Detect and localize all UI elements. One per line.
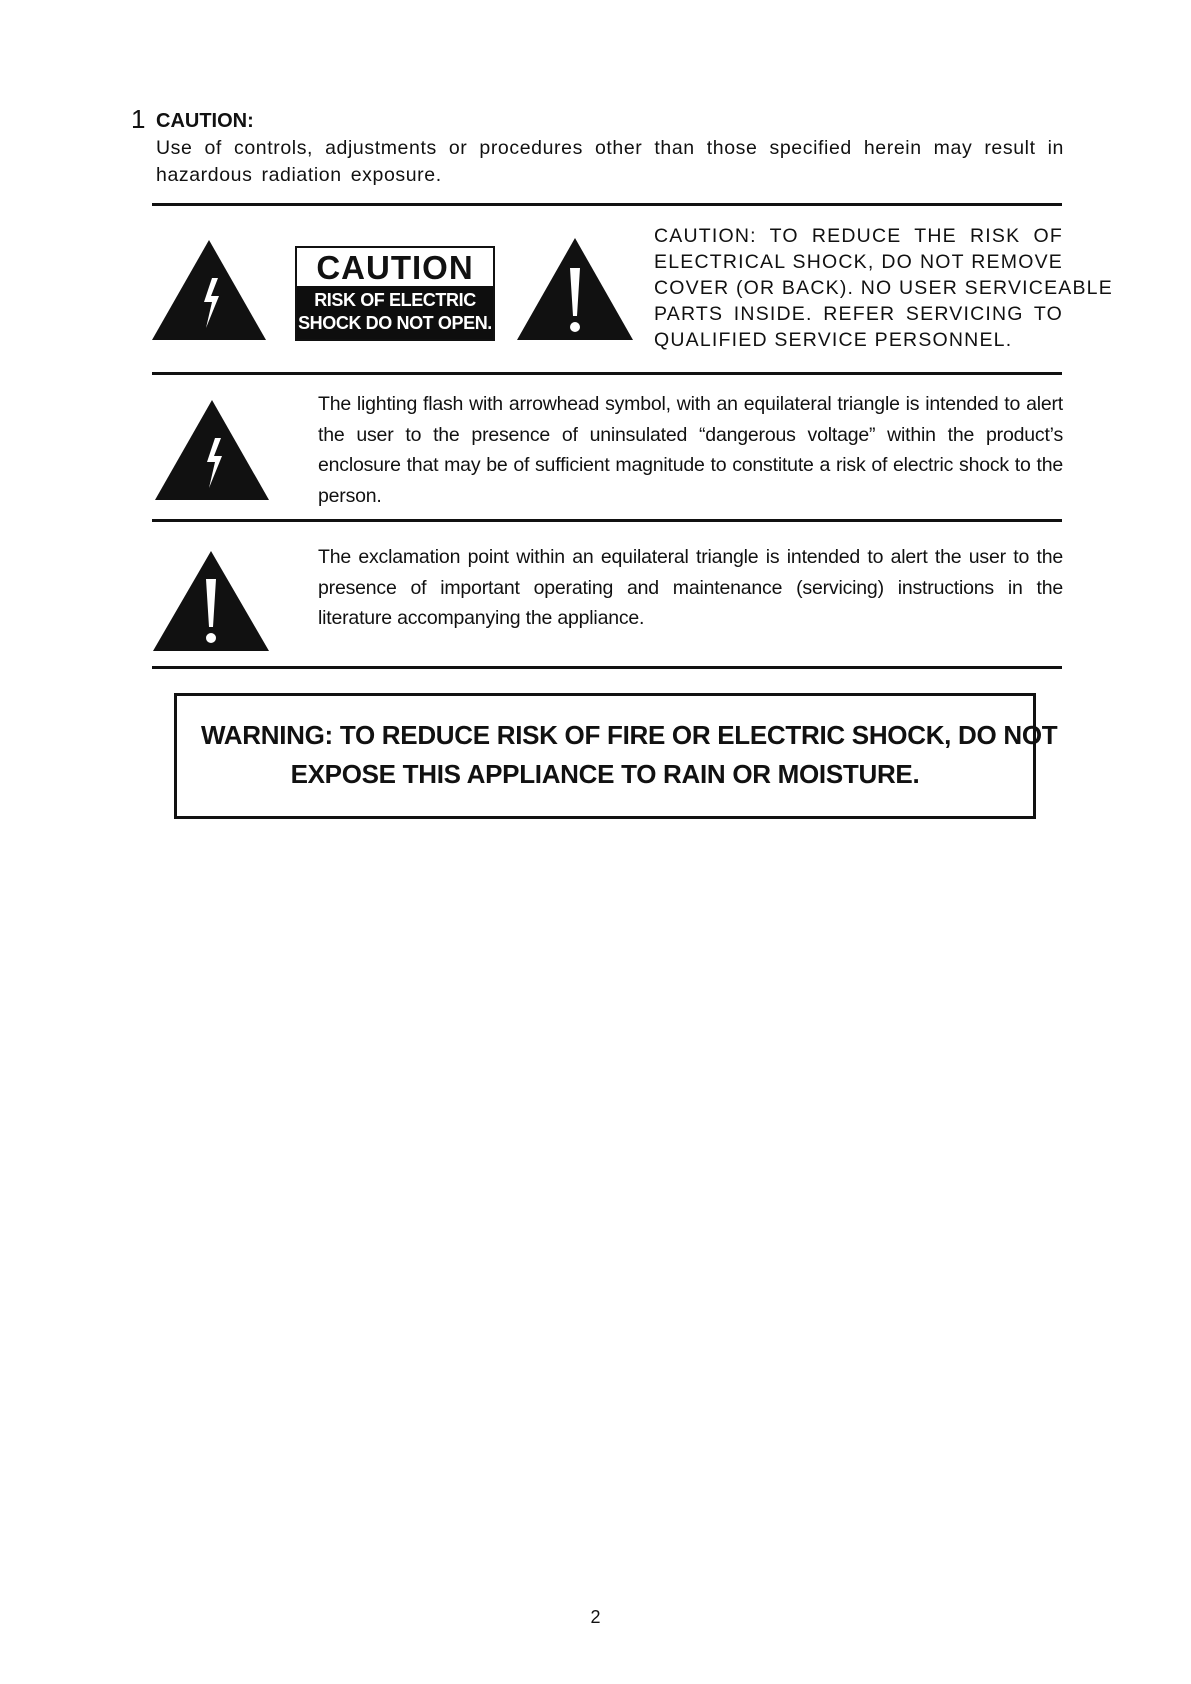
caution-label-body [297,286,493,339]
section-title: CAUTION: [156,110,254,132]
divider-top [152,203,1062,206]
warning-box [174,693,1058,819]
page-number: 2 [590,1607,601,1627]
caution-label-title: CAUTION [316,249,474,286]
warning-line-2: EXPOSE THIS APPLIANCE TO RAIN OR MOISTURE. [290,759,920,789]
divider-3 [152,666,1062,669]
exclamation-warning-icon [517,238,633,340]
caution-notice-line-1: CAUTION: TO REDUCE THE RISK OF [654,225,1063,247]
exclamation-warning-icon [153,551,269,651]
lightning-description: The lighting flash with arrowhead symbol, with an equilateral triangle is intended to alert the user to the presence of uninsulated “dangerous voltage” within the product’s enclosure that may be of sufficient magnitude to constitute a risk of electric shock to the person. [318,393,1063,507]
divider-1 [152,372,1062,375]
section-text: Use of controls, adjustments or procedures other than those specified herein may result in hazardous radiation exposure. [156,137,1064,186]
lightning-warning-icon [155,400,269,500]
caution-notice-line-4: PARTS INSIDE. REFER SERVICING TO [654,303,1063,325]
exclamation-description: The exclamation point within an equilateral triangle is intended to alert the user to the presence of important operating and maintenance (servicing) instructions in the literature accompanying the appliance. [318,546,1063,629]
caution-label-line-1: RISK OF ELECTRIC [314,290,476,310]
caution-notice-line-3: COVER (OR BACK). NO USER SERVICEABLE [654,277,1113,299]
caution-label-line-2: SHOCK DO NOT OPEN. [298,313,492,333]
divider-2 [152,519,1062,522]
warning-line-1: WARNING: TO REDUCE RISK OF FIRE OR ELECTRIC SHOCK, DO NOT [201,720,1058,750]
caution-notice [654,223,1113,353]
caution-notice-line-2: ELECTRICAL SHOCK, DO NOT REMOVE [654,251,1063,273]
section-number: 1 [131,104,146,134]
caution-notice-line-5: QUALIFIED SERVICE PERSONNEL. [654,329,1013,351]
lightning-warning-icon [152,240,266,340]
caution-label [295,246,495,341]
